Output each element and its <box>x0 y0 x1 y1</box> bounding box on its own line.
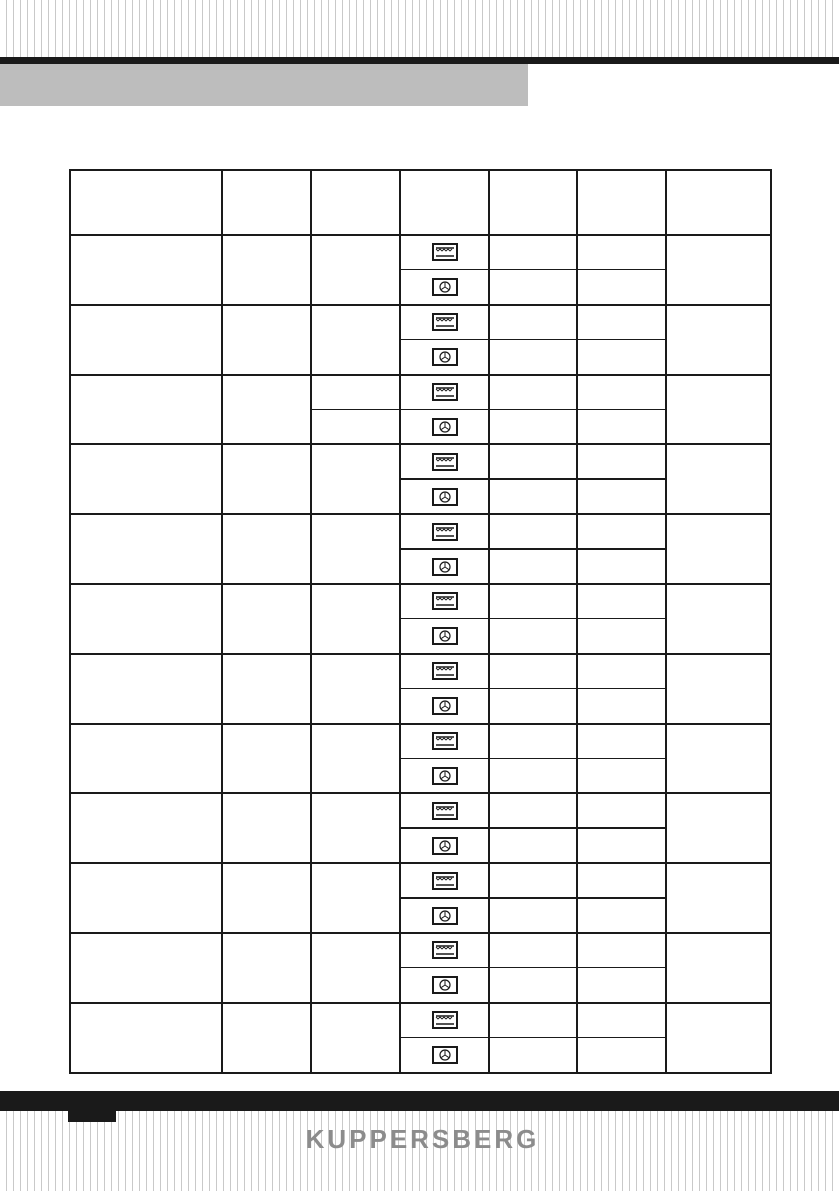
top-bottom-heat-icon <box>432 872 458 890</box>
table-subrow-divider <box>399 478 666 480</box>
table-top-border <box>69 169 772 171</box>
footer-rule <box>0 1091 839 1111</box>
top-bottom-heat-icon <box>432 732 458 750</box>
convection-fan-icon <box>432 837 458 855</box>
table-row-divider <box>69 443 772 445</box>
convection-fan-icon <box>432 767 458 785</box>
top-bottom-heat-icon <box>432 592 458 610</box>
table-subrow-divider <box>399 967 666 969</box>
top-bottom-heat-icon <box>432 383 458 401</box>
convection-fan-icon <box>432 348 458 366</box>
table-row-divider <box>69 1002 772 1004</box>
table-bottom-border <box>69 1072 772 1074</box>
table-subrow-divider <box>399 618 666 620</box>
table-row-divider <box>69 374 772 376</box>
table-row-divider <box>69 792 772 794</box>
table-row-divider <box>69 513 772 515</box>
convection-fan-icon <box>432 697 458 715</box>
table-subrow-divider <box>399 409 666 411</box>
table-row-divider <box>69 932 772 934</box>
table-row-divider <box>69 583 772 585</box>
table-subrow-divider <box>310 409 400 411</box>
convection-fan-icon <box>432 488 458 506</box>
convection-fan-icon <box>432 418 458 436</box>
top-bottom-heat-icon <box>432 802 458 820</box>
table-row-divider <box>69 653 772 655</box>
table-subrow-divider <box>399 548 666 550</box>
footer-tab <box>68 1111 116 1122</box>
convection-fan-icon <box>432 627 458 645</box>
top-bottom-heat-icon <box>432 453 458 471</box>
table-subrow-divider <box>399 339 666 341</box>
top-bottom-heat-icon <box>432 941 458 959</box>
table-row-divider <box>69 862 772 864</box>
top-bottom-heat-icon <box>432 313 458 331</box>
table-subrow-divider <box>399 269 666 271</box>
convection-fan-icon <box>432 907 458 925</box>
table-row-divider <box>69 723 772 725</box>
convection-fan-icon <box>432 1046 458 1064</box>
convection-fan-icon <box>432 976 458 994</box>
table-subrow-divider <box>399 827 666 829</box>
table-subrow-divider <box>399 897 666 899</box>
top-bottom-heat-icon <box>432 1011 458 1029</box>
convection-fan-icon <box>432 278 458 296</box>
top-bottom-heat-icon <box>432 662 458 680</box>
table-header-border <box>69 234 772 236</box>
table-subrow-divider <box>399 758 666 760</box>
top-bottom-heat-icon <box>432 523 458 541</box>
top-bottom-heat-icon <box>432 243 458 261</box>
table-subrow-divider <box>399 1037 666 1039</box>
brand-logo-text: KUPPERSBERG <box>305 1124 540 1154</box>
table-row-divider <box>69 304 772 306</box>
table-subrow-divider <box>399 688 666 690</box>
convection-fan-icon <box>432 558 458 576</box>
